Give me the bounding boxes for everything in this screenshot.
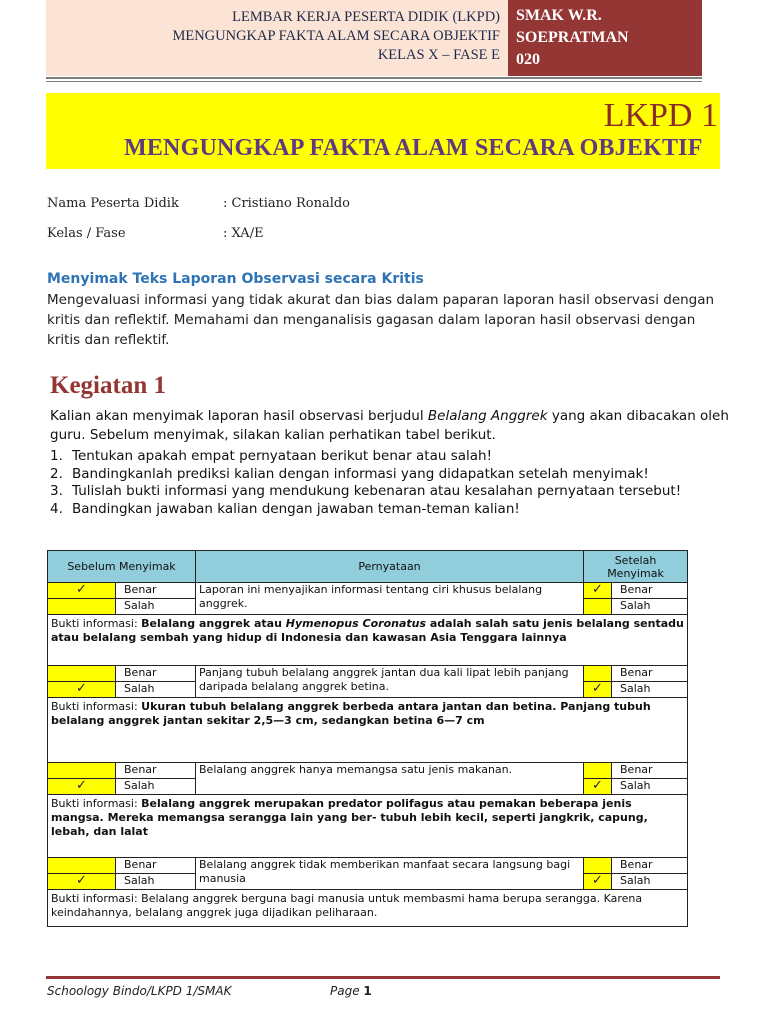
header-line-2: MENGUNGKAP FAKTA ALAM SECARA OBJEKTIF: [172, 28, 500, 44]
evidence-text: Belalang anggrek atau: [141, 617, 286, 630]
evidence-row: [48, 890, 688, 927]
statement-text: Laporan ini menyajikan informasi tentang ciri khusus belalang anggrek.: [196, 583, 584, 615]
before-check-salah[interactable]: [48, 682, 116, 698]
instruction-text: Tentukan apakah empat pernyataan berikut benar atau salah!: [72, 448, 493, 464]
statement-row: [48, 583, 688, 599]
statement-table: [47, 550, 688, 927]
instruction-text: Tulislah bukti informasi yang mendukung kebenaran atau kesalahan pernyataan tersebut!: [72, 483, 682, 499]
before-check-benar[interactable]: [48, 583, 116, 599]
evidence-label: Bukti informasi:: [51, 617, 142, 630]
evidence-text-end: adalah salah satu jenis belalang sentadu atau belalang sembah yang hidup di Indonesia dan kawasan Asia Tenggara lainnya: [51, 617, 684, 644]
after-check-salah[interactable]: [584, 599, 612, 615]
check-mark-icon: ✓: [592, 681, 603, 696]
intro-title-italic: Belalang Anggrek: [427, 408, 548, 424]
statement-rows: [48, 583, 688, 927]
statement-row: [48, 858, 688, 874]
section-text: Mengevaluasi informasi yang tidak akurat dan bias dalam paparan laporan hasil observasi dengan kritis dan reflektif. Memahami dan menganalisis gagasan dalam laporan hasil observasi dengan kritis dan reflektif.: [47, 292, 715, 348]
evidence-label: Bukti informasi:: [51, 892, 142, 905]
instruction-text: Bandingkanlah prediksi kalian dengan informasi yang didapatkan setelah menyimak!: [72, 465, 649, 482]
intro-text: Kalian akan menyimak laporan hasil observasi berjudul: [50, 408, 428, 424]
header-title-block: [46, 0, 508, 76]
after-option-benar: Benar: [612, 583, 688, 599]
after-check-salah[interactable]: [584, 874, 612, 890]
lkpd-banner: [46, 93, 720, 169]
header-line-1: LEMBAR KERJA PESERTA DIDIK (LKPD): [232, 9, 500, 25]
instruction-item: [50, 448, 730, 466]
after-option-benar: Benar: [612, 858, 688, 874]
instruction-list: [50, 448, 730, 518]
instruction-item: [50, 483, 730, 501]
instruction-number: 4.: [50, 500, 63, 517]
header-after: Setelah Menyimak: [584, 551, 688, 583]
statement-text: Panjang tubuh belalang anggrek jantan dua kali lipat lebih panjang daripada belalang anggrek betina.: [196, 666, 584, 698]
activity-intro: [50, 407, 730, 445]
before-option-benar: Benar: [116, 583, 196, 599]
after-option-salah: Salah: [612, 779, 688, 795]
after-option-salah: Salah: [612, 682, 688, 698]
check-mark-icon: ✓: [592, 778, 603, 793]
evidence-row: [48, 698, 688, 763]
evidence-row: [48, 615, 688, 666]
before-option-salah: Salah: [116, 682, 196, 698]
lkpd-title: MENGUNGKAP FAKTA ALAM SECARA OBJEKTIF: [124, 135, 703, 161]
header-divider: [46, 77, 702, 79]
school-line-3: 020: [516, 51, 540, 68]
after-check-benar[interactable]: [584, 763, 612, 779]
school-line-2: SOEPRATMAN: [516, 29, 629, 46]
header-statement: Pernyataan: [196, 551, 584, 583]
class-label: Kelas / Fase: [47, 226, 126, 241]
after-check-salah[interactable]: [584, 682, 612, 698]
intro-text-end: yang akan dibacakan oleh guru. Sebelum menyimak, silakan kalian perhatikan tabel berikut.: [50, 408, 729, 443]
statement-row: [48, 666, 688, 682]
school-line-1: SMAK W.R.: [516, 7, 602, 24]
before-option-salah: Salah: [116, 874, 196, 890]
statement-table-wrapper: [47, 550, 688, 927]
before-check-salah[interactable]: [48, 779, 116, 795]
before-option-benar: Benar: [116, 666, 196, 682]
after-check-benar[interactable]: [584, 858, 612, 874]
header-divider-thin: [46, 81, 702, 82]
footer-divider: [46, 976, 720, 979]
page-indicator: [330, 984, 372, 998]
student-name-value: : Cristiano Ronaldo: [223, 196, 351, 211]
evidence-text: Belalang anggrek berguna bagi manusia untuk membasmi hama berupa serangga. Karena keindahannya, belalang anggrek juga dijadikan peliharaan.: [51, 892, 643, 919]
check-mark-icon: ✓: [76, 582, 87, 597]
evidence-italic: Hymenopus Coronatus: [285, 617, 427, 630]
statement-row: [48, 763, 688, 779]
instruction-item: [50, 501, 730, 519]
before-option-salah: Salah: [116, 599, 196, 615]
before-check-benar[interactable]: [48, 763, 116, 779]
before-option-benar: Benar: [116, 763, 196, 779]
check-mark-icon: ✓: [592, 582, 603, 597]
after-option-salah: Salah: [612, 599, 688, 615]
page-label: Page: [330, 984, 364, 998]
instruction-number: 2.: [50, 465, 63, 482]
footer-source: Schoology Bindo/LKPD 1/SMAK: [47, 984, 232, 998]
instruction-number: 1.: [50, 448, 63, 464]
evidence-cell[interactable]: [48, 698, 688, 763]
statement-text: Belalang anggrek hanya memangsa satu jenis makanan.: [196, 763, 584, 795]
before-check-salah[interactable]: [48, 599, 116, 615]
footer: [47, 984, 372, 998]
activity-title: Kegiatan 1: [50, 372, 166, 399]
evidence-cell[interactable]: [48, 890, 688, 927]
lkpd-code: LKPD 1: [603, 97, 718, 134]
check-mark-icon: ✓: [76, 873, 87, 888]
check-mark-icon: ✓: [592, 873, 603, 888]
evidence-cell[interactable]: [48, 615, 688, 666]
instruction-text: Bandingkan jawaban kalian dengan jawaban teman-teman kalian!: [72, 500, 520, 517]
evidence-row: [48, 795, 688, 858]
class-value: : XA/E: [223, 226, 264, 241]
before-option-salah: Salah: [116, 779, 196, 795]
header-before: Sebelum Menyimak: [48, 551, 196, 583]
before-check-salah[interactable]: [48, 874, 116, 890]
after-check-benar[interactable]: [584, 583, 612, 599]
after-option-benar: Benar: [612, 666, 688, 682]
after-option-salah: Salah: [612, 874, 688, 890]
statement-text: Belalang anggrek tidak memberikan manfaat secara langsung bagi manusia: [196, 858, 584, 890]
instruction-item: [50, 466, 730, 484]
instruction-number: 3.: [50, 483, 63, 499]
evidence-cell[interactable]: [48, 795, 688, 858]
after-option-benar: Benar: [612, 763, 688, 779]
header-line-3: KELAS X – FASE E: [377, 47, 500, 63]
check-mark-icon: ✓: [76, 778, 87, 793]
section-title: Menyimak Teks Laporan Observasi secara Kritis: [47, 271, 424, 287]
check-mark-icon: ✓: [76, 681, 87, 696]
before-option-benar: Benar: [116, 858, 196, 874]
before-check-benar[interactable]: [48, 858, 116, 874]
school-block: [508, 0, 702, 76]
evidence-label: Bukti informasi:: [51, 797, 142, 810]
student-name-label: Nama Peserta Didik: [47, 196, 179, 211]
page-number: 1: [363, 984, 372, 998]
after-check-salah[interactable]: [584, 779, 612, 795]
evidence-label: Bukti informasi:: [51, 700, 142, 713]
after-check-benar[interactable]: [584, 666, 612, 682]
before-check-benar[interactable]: [48, 666, 116, 682]
evidence-text: Belalang anggrek merupakan predator polifagus atau pemakan beberapa jenis mangsa. Mereka memangsa serangga lain yang ber- tubuh lebih kecil, seperti jangkrik, capung, lebah, dan lalat: [51, 797, 648, 838]
evidence-text: Ukuran tubuh belalang anggrek berbeda antara jantan dan betina. Panjang tubuh belalang anggrek jantan sekitar 2,5—3 cm, sedangkan betina 6—7 cm: [51, 700, 651, 727]
